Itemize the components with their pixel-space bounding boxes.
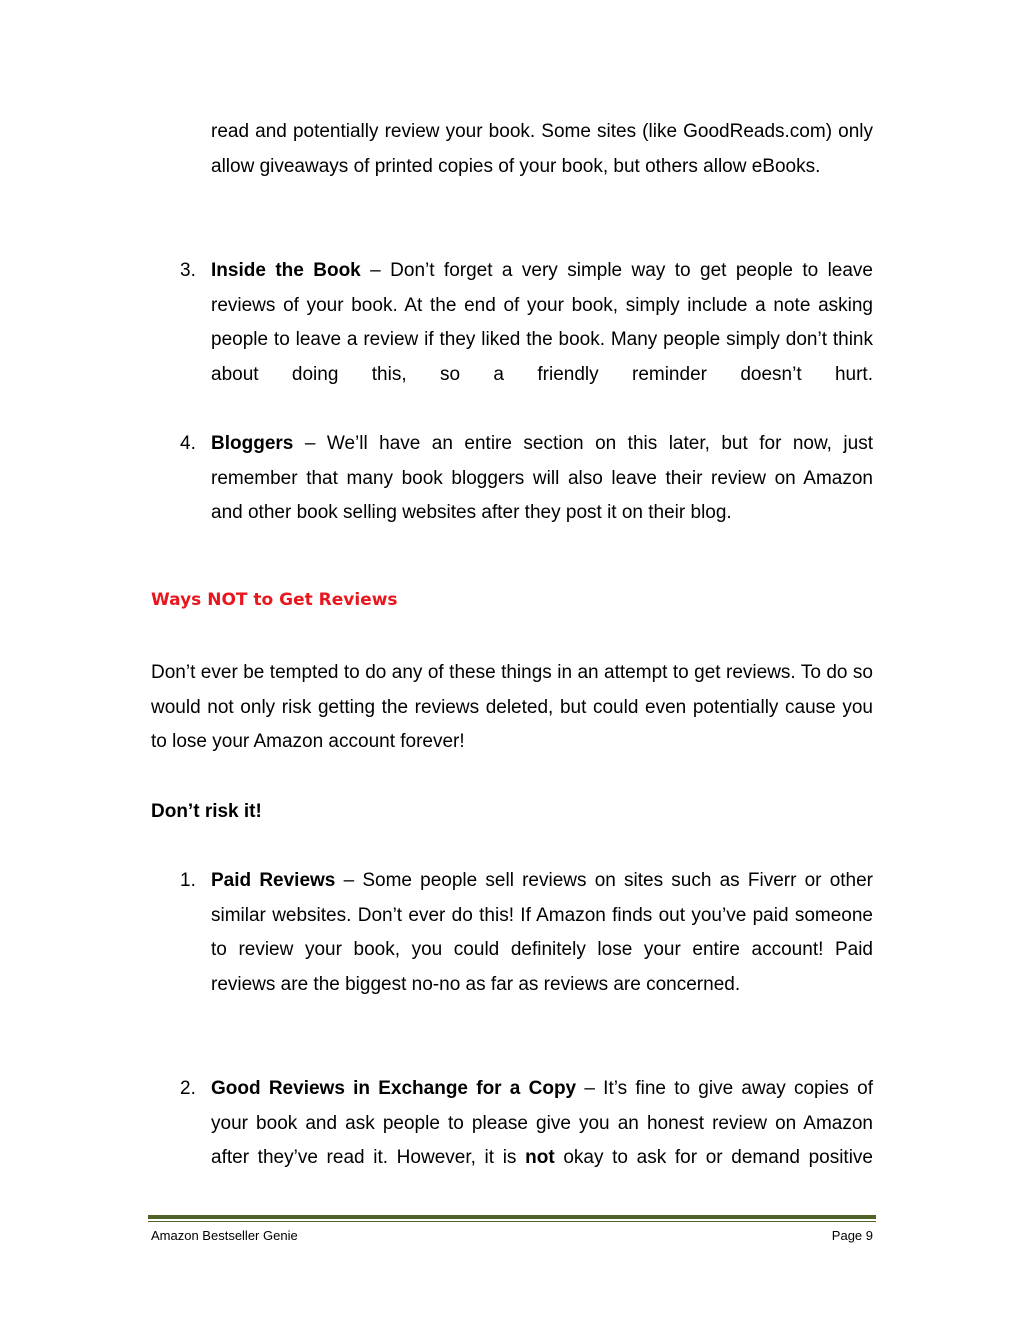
list-item — [211, 1072, 873, 1176]
list-item-text: okay to ask for or demand positive — [554, 1147, 874, 1169]
list-number: 2. — [180, 1078, 196, 1099]
list-item-title: Paid Reviews — [211, 870, 336, 891]
list-item-text: read and potentially review your book. Some sites (like GoodReads.com) only allow giveaways of printed copies of your book, but others allow eBooks. — [211, 121, 873, 177]
list-item-continuation — [211, 115, 873, 184]
list-item-title: Good Reviews in Exchange for a Copy — [211, 1078, 577, 1099]
footer-rule-thin — [148, 1221, 876, 1222]
list-item — [211, 427, 873, 531]
list-item-text: – Some people sell reviews on sites such as Fiverr or other similar websites. Don’t ever do this! If Amazon finds out you’ve paid someone to review your book, you could definitely lose your entire account! Paid reviews are the biggest no-no as far as reviews are concerned. — [211, 870, 874, 996]
list-number: 3. — [180, 260, 196, 281]
list-item-title: Inside the Book — [211, 260, 361, 281]
list-item-text: – We’ll have an entire section on this later, but for now, just remember that many book bloggers will also leave their review on Amazon and other book selling websites after they post it on their blog. — [211, 433, 873, 524]
section-intro: Don’t ever be tempted to do any of these things in an attempt to get reviews. To do so would not only risk getting the reviews deleted, but could even potentially cause you to lose your Amazon account forever! — [151, 662, 873, 753]
list-number: 4. — [180, 433, 196, 454]
list-item-text: – Don’t forget a very simple way to get people to leave reviews of your book. At the end of your book, simply include a note asking people to leave a review if they liked the book. Many people simply don’t think about doing this, so a friendly reminder doesn’t hurt. — [211, 260, 873, 386]
list-item — [211, 864, 873, 1003]
list-item — [211, 254, 873, 393]
list-number: 1. — [180, 870, 196, 891]
footer-title: Amazon Bestseller Genie — [151, 1228, 298, 1243]
warning-line: Don’t risk it! — [151, 801, 262, 822]
emphasis-text: not — [525, 1147, 555, 1169]
page-number: Page 9 — [831, 1228, 873, 1243]
list-item-text: – It’s fine to give away copies of your book and ask people to please give you an honest review on Amazon after they’ve read it. However, it is — [211, 1078, 873, 1169]
section-heading: Ways NOT to Get Reviews — [151, 590, 398, 610]
list-item-title: Bloggers — [211, 433, 294, 454]
footer-rule — [148, 1215, 876, 1219]
